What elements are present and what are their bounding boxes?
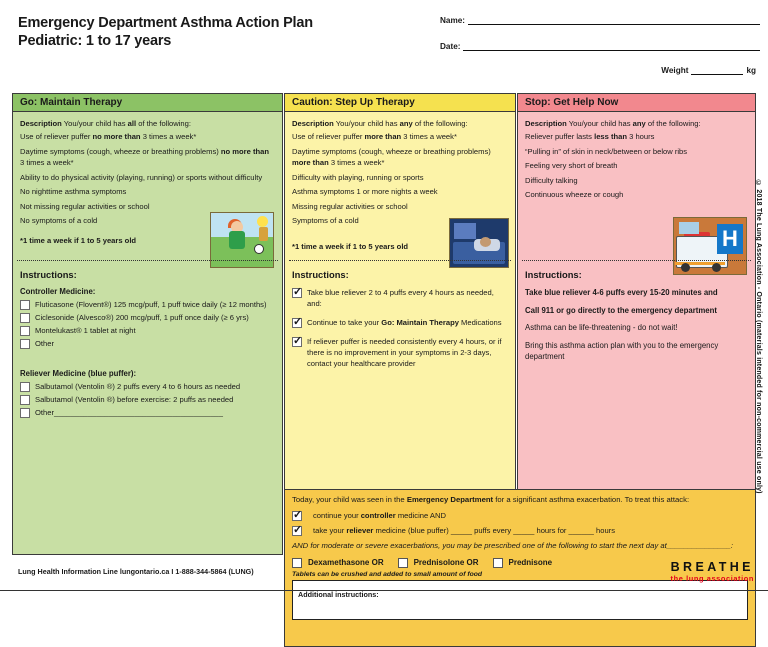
zone-bullet: Difficulty talking [525, 175, 578, 185]
controller-medicine-title: Controller Medicine: [20, 287, 96, 296]
instructions-title-caution: Instructions: [292, 269, 349, 280]
checkbox-label: Ciclesonide (Alvesco®) 200 mcg/puff, 1 puff once daily (≥ 6 yrs) [35, 313, 249, 322]
ed-checkbox-row[interactable] [292, 525, 748, 536]
zone-bullet: Missing regular activities or school [292, 201, 408, 211]
title-line-2: Pediatric: 1 to 17 years [18, 33, 172, 49]
footnote-caution: *1 time a week if 1 to 5 years old [292, 241, 409, 251]
title-line-1: Emergency Department Asthma Action Plan [18, 15, 313, 31]
zone-bullets-caution [292, 131, 508, 227]
steroid-option-label: Dexamethasone OR [308, 557, 384, 567]
ed-intro: Today, your child was seen in the Emergency Department for a significant asthma exacerbation. To treat this attack: [292, 495, 690, 504]
name-field-row[interactable] [440, 16, 760, 25]
caution-checklist [292, 287, 508, 369]
ed-and-line: AND for moderate or severe exacerbations, you may be prescribed one of the following to start the next day at_______________: [292, 540, 734, 550]
name-label: Name: [440, 16, 466, 25]
zone-heading-stop: Stop: Get Help Now [518, 94, 755, 112]
stop-instruction-line: Asthma can be life-threatening - do not wait! [525, 323, 678, 332]
zone-column-stop [517, 93, 756, 555]
ed-checklist [292, 510, 748, 536]
brand-tagline: the lung association [670, 574, 754, 583]
weight-field-row[interactable] [661, 66, 756, 75]
steroid-option-label: Prednisone [508, 557, 553, 567]
ed-checkbox-row[interactable] [292, 510, 748, 521]
checkbox-row[interactable] [20, 325, 275, 336]
patient-fields [440, 16, 760, 68]
zone-bullet: Daytime symptoms (cough, wheeze or breathing problems) no more than 3 times a week* [20, 146, 270, 167]
zone-description-caution [285, 112, 515, 259]
checkbox-label: If reliever puffer is needed consistently every 4 hours, or if there is no improvement in your symptoms in 2-3 days, contact your healthcare provider [307, 337, 502, 368]
zone-bullet: No nighttime asthma symptoms [20, 187, 127, 197]
ed-checkbox-label: continue your controller medicine AND [313, 510, 446, 520]
additional-instructions-label: Additional instructions: [298, 589, 379, 599]
checkbox-row[interactable] [292, 317, 508, 328]
zone-bullet: Difficulty with playing, running or sports [292, 172, 424, 182]
footer-info-line: Lung Health Information Line lungontario.ca I 1-888-344-5864 (LUNG) [18, 567, 254, 576]
controller-medicine-list [20, 299, 275, 349]
footnote-go: *1 time a week if 1 to 5 years old [20, 235, 137, 245]
checkbox-row[interactable] [292, 336, 508, 369]
zone-bullet: Ability to do physical activity (playing, running) or sports without difficulty [20, 172, 263, 182]
instructions-title-stop: Instructions: [525, 269, 582, 280]
stop-instruction-line: Call 911 or go directly to the emergency department [525, 305, 717, 315]
checkbox-row[interactable] [20, 299, 275, 310]
zone-bullet: Use of reliever puffer no more than 3 times a week* [20, 131, 197, 141]
checkbox-row[interactable] [292, 287, 508, 309]
checkbox-checked-icon[interactable] [292, 337, 302, 347]
reliever-medicine-list [20, 381, 275, 418]
date-field-row[interactable] [440, 42, 760, 51]
date-input-line[interactable] [463, 42, 760, 51]
checkbox-row[interactable] [20, 381, 275, 392]
zone-bullet: Feeling very short of breath [525, 161, 618, 171]
breathe-logo [671, 560, 754, 583]
checkbox-checked-icon[interactable] [292, 511, 302, 521]
zone-bullet: Use of reliever puffer more than 3 times a week* [292, 131, 457, 141]
footer-rule [0, 590, 768, 591]
zone-bullet: Daytime symptoms (cough, wheeze or breathing problems) more than 3 times a week* [292, 146, 491, 167]
zone-bullet: Reliever puffer lasts less than 3 hours [525, 131, 655, 141]
checkbox-icon[interactable] [20, 339, 30, 349]
weight-unit: kg [746, 66, 756, 75]
name-input-line[interactable] [468, 16, 760, 25]
checkbox-label: Continue to take your Go: Maintain Therapy Medications [307, 318, 502, 327]
steroid-option-label: Prednisolone OR [413, 557, 479, 567]
reliever-medicine-title: Reliever Medicine (blue puffer): [20, 369, 137, 378]
checkbox-row[interactable] [20, 338, 275, 349]
instructions-go [13, 264, 282, 420]
checkbox-row[interactable] [20, 394, 275, 405]
copyright-sidebar: © 2018 The Lung Association - Ontario (materials intended for non-commercial use only) [755, 180, 762, 494]
zone-bullet: Asthma symptoms 1 or more nights a week [292, 187, 438, 197]
zone-column-caution [284, 93, 516, 555]
zone-bullet: No symptoms of a cold [20, 216, 98, 226]
checkbox-label: Montelukast® 1 tablet at night [35, 326, 136, 335]
checkbox-checked-icon[interactable] [292, 318, 302, 328]
checkbox-icon[interactable] [20, 382, 30, 392]
hospital-h-badge: H [717, 224, 743, 254]
date-label: Date: [440, 42, 461, 51]
desc-lead-caution: Description You/your child has any of the following: [292, 119, 468, 128]
document-header [0, 0, 768, 92]
zone-bullet: Symptoms of a cold [292, 216, 359, 226]
checkbox-label: Take blue reliever 2 to 4 puffs every 4 hours as needed, and: [307, 288, 494, 308]
checkbox-checked-icon[interactable] [292, 288, 302, 298]
zone-bullet: “Pulling in” of skin in neck/between or below ribs [525, 146, 688, 156]
page-title [18, 14, 313, 50]
checkbox-icon[interactable] [20, 300, 30, 310]
zone-description-go [13, 112, 282, 253]
instructions-title-go: Instructions: [20, 269, 77, 280]
checkbox-icon[interactable] [20, 313, 30, 323]
checkbox-checked-icon[interactable] [292, 526, 302, 536]
crush-note: Tablets can be crushed and added to small amount of food [292, 570, 483, 578]
zone-heading-go: Go: Maintain Therapy [13, 94, 282, 112]
zone-description-stop [518, 112, 755, 251]
stop-instruction-lines [525, 287, 748, 363]
ed-checkbox-label: take your reliever medicine (blue puffer) _____ puffs every _____ hours for ______ hours [313, 525, 616, 535]
checkbox-row[interactable] [20, 407, 275, 418]
checkbox-icon[interactable] [20, 326, 30, 336]
instructions-stop [518, 264, 755, 369]
checkbox-label: Other [35, 339, 54, 348]
desc-lead-go: Description You/your child has all of the following: [20, 119, 191, 128]
zone-bullet: Continuous wheeze or cough [525, 190, 624, 200]
checkbox-icon[interactable] [20, 408, 30, 418]
weight-label: Weight [661, 66, 689, 75]
stop-instruction-line: Bring this asthma action plan with you to the emergency department [525, 340, 719, 361]
zone-bullets-stop [525, 131, 748, 201]
checkbox-label: Salbutamol (Ventolin ®) 2 puffs every 4 to 6 hours as needed [35, 382, 241, 391]
checkbox-label: Salbutamol (Ventolin ®) before exercise: 2 puffs as needed [35, 395, 234, 404]
zone-heading-caution: Caution: Step Up Therapy [285, 94, 515, 112]
checkbox-label: Fluticasone (Flovent®) 125 mcg/puff, 1 puff twice daily (≥ 12 months) [35, 300, 267, 309]
instructions-caution [285, 264, 515, 377]
zone-bullet: Not missing regular activities or school [20, 201, 150, 211]
stop-instruction-line: Take blue reliever 4-6 puffs every 15-20 minutes and [525, 288, 718, 297]
brand-wordmark: BREATHE [670, 560, 754, 574]
zone-column-go [12, 93, 283, 555]
weight-input-line[interactable] [691, 67, 743, 75]
desc-lead-stop: Description You/your child has any of the following: [525, 119, 701, 128]
checkbox-icon[interactable] [20, 395, 30, 405]
document-footer [0, 557, 768, 594]
checkbox-row[interactable] [20, 312, 275, 323]
checkbox-label: Other________________________________________ [35, 408, 223, 417]
